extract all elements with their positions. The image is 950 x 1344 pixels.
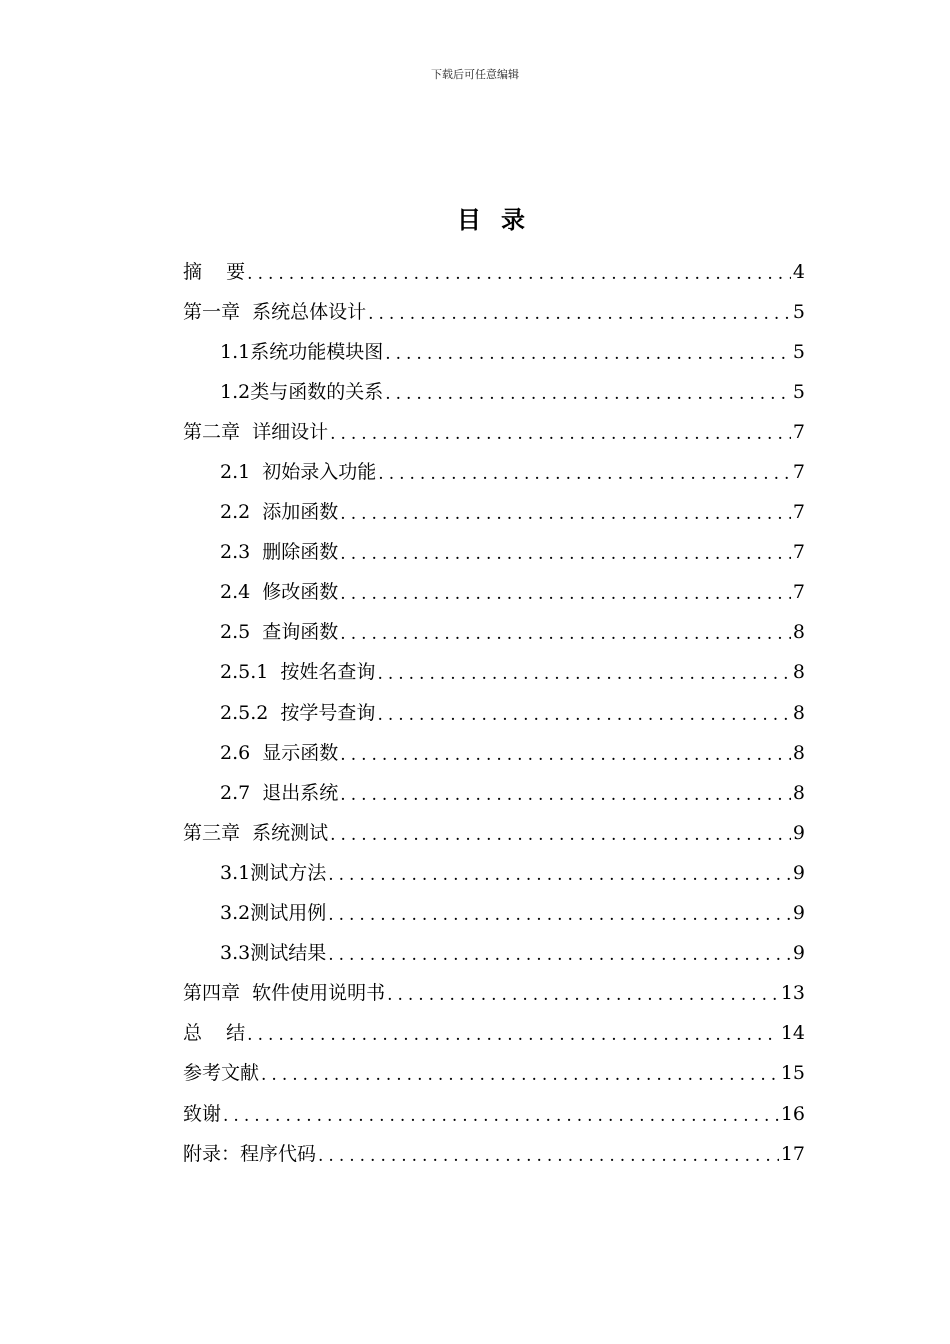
header-note: 下载后可任意编辑 [431, 68, 519, 81]
toc-entry-1-1[interactable] [183, 332, 805, 372]
toc-entry-chapter-2[interactable] [183, 412, 805, 452]
toc-entry-page: 8 [792, 621, 805, 644]
toc-leader-dots [247, 1023, 779, 1044]
toc-entry-2-2[interactable] [183, 493, 805, 533]
toc-leader-dots [368, 302, 791, 323]
toc-entry-3-2[interactable] [183, 894, 805, 934]
toc-entry-references[interactable] [183, 1054, 805, 1094]
toc-entry-label: 1.2类与函数的关系 [220, 380, 384, 403]
toc-entry-page: 7 [792, 501, 805, 524]
toc-entry-label: 参考文献 [183, 1062, 260, 1085]
toc-entry-2-5[interactable] [183, 613, 805, 653]
toc-entry-2-3[interactable] [183, 533, 805, 573]
toc-entry-page: 4 [792, 260, 805, 283]
toc-leader-dots [377, 662, 790, 683]
toc-entry-label: 2.5 查询函数 [220, 621, 339, 644]
toc-leader-dots [318, 1144, 779, 1165]
toc-leader-dots [330, 823, 791, 844]
toc-entry-3-1[interactable] [183, 853, 805, 893]
toc-entry-2-5-1[interactable] [183, 653, 805, 693]
toc-entry-page: 7 [792, 461, 805, 484]
toc-entry-acknowledgements[interactable] [183, 1094, 805, 1134]
toc-entry-2-5-2[interactable] [183, 693, 805, 733]
toc-entry-page: 9 [792, 861, 805, 884]
toc-entry-page: 7 [792, 541, 805, 564]
toc-entry-page: 16 [780, 1102, 805, 1125]
toc-entry-label: 2.7 退出系统 [220, 781, 339, 804]
toc-leader-dots [340, 502, 791, 523]
toc-entry-2-4[interactable] [183, 573, 805, 613]
toc-entry-page: 17 [780, 1142, 805, 1165]
toc-entry-chapter-3[interactable] [183, 813, 805, 853]
toc-entry-2-1[interactable] [183, 452, 805, 492]
toc-entry-label: 附录：程序代码 [183, 1142, 317, 1165]
toc-entry-label: 第二章 详细设计 [183, 420, 329, 443]
toc-entry-label: 2.5.1 按姓名查询 [220, 661, 376, 684]
toc-entry-page: 7 [792, 420, 805, 443]
toc-entry-label: 2.2 添加函数 [220, 501, 339, 524]
table-of-contents [183, 252, 805, 1174]
toc-leader-dots [328, 863, 791, 884]
toc-leader-dots [223, 1104, 779, 1125]
toc-leader-dots [340, 582, 791, 603]
toc-entry-summary[interactable] [183, 1014, 805, 1054]
toc-entry-page: 7 [792, 581, 805, 604]
toc-entry-page: 15 [780, 1062, 805, 1085]
toc-entry-3-3[interactable] [183, 934, 805, 974]
toc-entry-page: 5 [792, 340, 805, 363]
toc-entry-label: 3.2测试用例 [220, 902, 327, 925]
toc-entry-page: 5 [792, 380, 805, 403]
toc-entry-label: 2.3 删除函数 [220, 541, 339, 564]
toc-entry-page: 9 [792, 821, 805, 844]
toc-leader-dots [377, 703, 790, 724]
toc-leader-dots [247, 262, 791, 283]
toc-entry-page: 9 [792, 942, 805, 965]
toc-entry-page: 5 [792, 300, 805, 323]
toc-entry-page: 9 [792, 902, 805, 925]
toc-entry-label: 2.5.2 按学号查询 [220, 701, 376, 724]
toc-entry-page: 8 [792, 701, 805, 724]
toc-entry-label: 致谢 [183, 1102, 222, 1125]
toc-entry-page: 13 [780, 982, 805, 1005]
toc-entry-label: 2.4 修改函数 [220, 581, 339, 604]
toc-leader-dots [385, 342, 791, 363]
toc-entry-label: 摘 要 [183, 260, 246, 283]
toc-entry-chapter-4[interactable] [183, 974, 805, 1014]
toc-leader-dots [378, 462, 791, 483]
toc-entry-label: 第三章 系统测试 [183, 821, 329, 844]
toc-leader-dots [330, 422, 791, 443]
toc-leader-dots [385, 382, 791, 403]
toc-entry-label: 第四章 软件使用说明书 [183, 982, 386, 1005]
toc-entry-appendix[interactable] [183, 1134, 805, 1174]
toc-entry-label: 3.3测试结果 [220, 942, 327, 965]
toc-entry-page: 8 [792, 741, 805, 764]
toc-entry-label: 3.1测试方法 [220, 861, 327, 884]
toc-entry-page: 8 [792, 781, 805, 804]
toc-entry-chapter-1[interactable] [183, 292, 805, 332]
toc-entry-label: 第一章 系统总体设计 [183, 300, 367, 323]
toc-title: 目录 [457, 206, 545, 234]
toc-entry-page: 8 [792, 661, 805, 684]
toc-entry-2-7[interactable] [183, 773, 805, 813]
toc-entry-label: 2.6 显示函数 [220, 741, 339, 764]
toc-leader-dots [328, 903, 791, 924]
toc-leader-dots [261, 1063, 779, 1084]
toc-entry-1-2[interactable] [183, 372, 805, 412]
toc-entry-2-6[interactable] [183, 733, 805, 773]
toc-entry-abstract[interactable] [183, 252, 805, 292]
toc-leader-dots [340, 783, 791, 804]
toc-leader-dots [387, 983, 779, 1004]
toc-entry-label: 1.1系统功能模块图 [220, 340, 384, 363]
toc-leader-dots [340, 542, 791, 563]
toc-leader-dots [328, 943, 791, 964]
toc-entry-label: 总 结 [183, 1022, 246, 1045]
toc-entry-label: 2.1 初始录入功能 [220, 461, 377, 484]
toc-leader-dots [340, 743, 791, 764]
toc-entry-page: 14 [780, 1022, 805, 1045]
toc-leader-dots [340, 622, 791, 643]
